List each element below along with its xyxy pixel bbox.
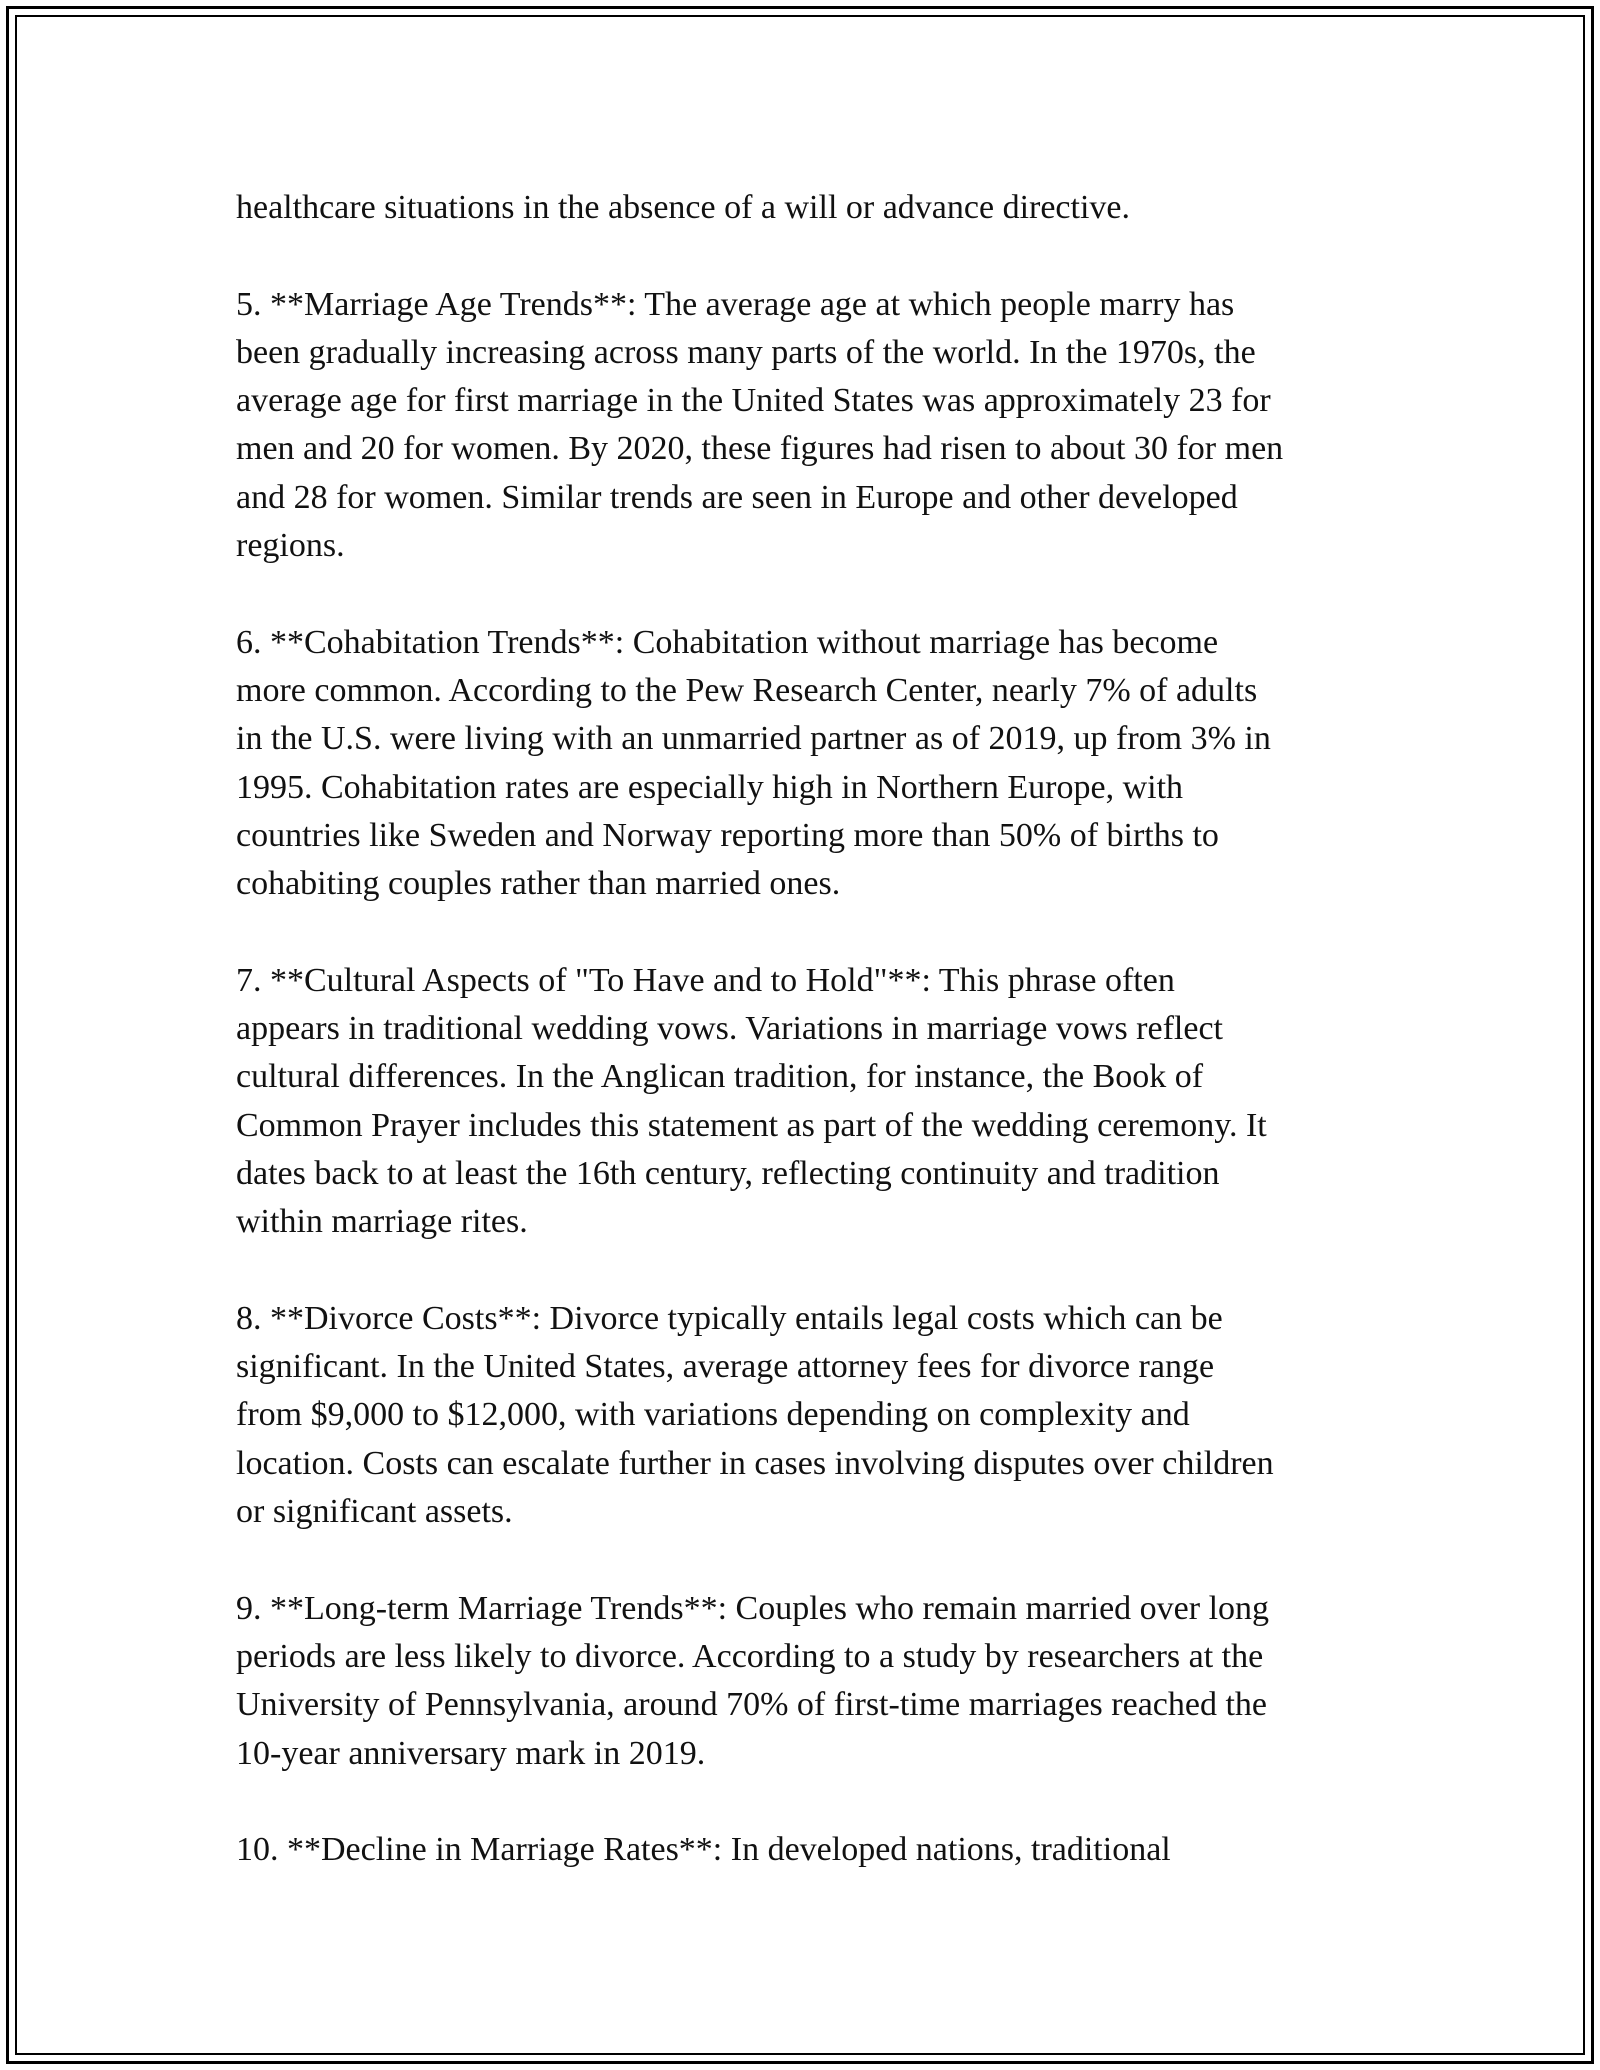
- paragraph-long-term-marriage-trends: 9. **Long-term Marriage Trends**: Couples who remain married over long periods are less likely to divorce. According to a study by researchers at the University of Pennsylvania, around 70% of first-time marriages reached the 10-year anniversary mark in 2019.: [236, 1589, 1270, 1772]
- paragraph-continuation: healthcare situations in the absence of a will or advance directive.: [236, 189, 1131, 226]
- paragraph-decline-in-marriage-rates: 10. **Decline in Marriage Rates**: In developed nations, traditional: [236, 1831, 1171, 1869]
- paragraph-divorce-costs: 8. **Divorce Costs**: Divorce typically entails legal costs which can be significant. In the United States, average attorney fees for divorce range from $9,000 to $12,000, with variations depending on complexity and location. Costs can escalate further in cases involving disputes over children or significant assets.: [236, 1299, 1274, 1531]
- paragraph-cultural-aspects: 7. **Cultural Aspects of "To Have and to Hold"**: This phrase often appears in traditional wedding vows. Variations in marriage vows reflect cultural differences. In the Anglican tradition, for instance, the Book of Common Prayer includes this statement as part of the wedding ceremony. It dates back to at least the 16th century, reflecting continuity and tradition within marriage rites.: [236, 961, 1267, 1241]
- paragraph-cohabitation-trends: 6. **Cohabitation Trends**: Cohabitation without marriage has become more common. According to the Pew Research Center, nearly 7% of adults in the U.S. were living with an unmarried partner as of 2019, up from 3% in 1995. Cohabitation rates are especially high in Northern Europe, with countries like Sweden and Norway reporting more than 50% of births to cohabiting couples rather than married ones.: [236, 623, 1271, 903]
- document-body: [236, 184, 1376, 1923]
- paragraph-marriage-age-trends: 5. **Marriage Age Trends**: The average age at which people marry has been gradually increasing across many parts of the world. In the 1970s, the average age for first marriage in the United States was approximately 23 for men and 20 for women. By 2020, these figures had risen to about 30 for men and 28 for women. Similar trends are seen in Europe and other developed regions.: [236, 285, 1284, 565]
